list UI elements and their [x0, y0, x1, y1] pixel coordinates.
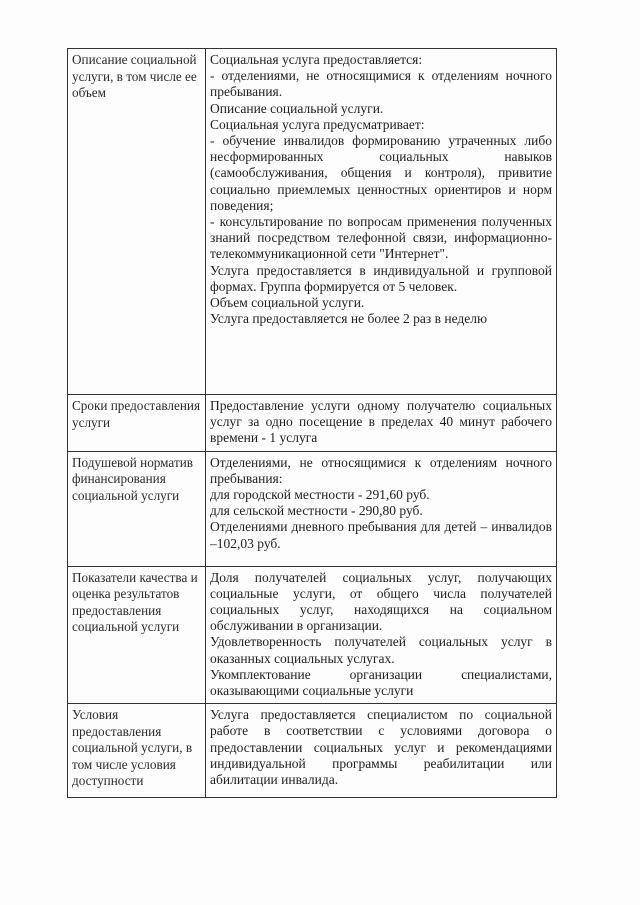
row-content-conditions	[206, 704, 557, 798]
table-row	[68, 566, 557, 704]
content-line: Описание социальной услуги.	[210, 100, 384, 116]
row-content-quality	[206, 566, 557, 704]
row-label-conditions: Условия предоставления социальной услуги, в том числе условия доступности	[68, 704, 206, 798]
content-line: Социальная услуга предусматривает:	[210, 116, 425, 132]
content-line: Отделениями, не относящимися к отделениям ночного пребывания:	[210, 454, 552, 486]
row-content-description	[206, 49, 557, 395]
table-row	[68, 395, 557, 452]
row-content-terms	[206, 395, 557, 452]
content-line: для сельской местности - 290,80 руб.	[210, 503, 423, 519]
content-line: Услуга предоставляется в индивидуальной и групповой формах. Группа формируется от 5 человек.	[210, 262, 552, 294]
content-line: Удовлетворенность получателей социальных услуг в оказанных социальных услугах.	[210, 634, 552, 666]
row-label-quality: Показатели качества и оценка результатов предоставления социальной услуги	[68, 566, 206, 704]
row-label-terms: Сроки предоставления услуги	[68, 395, 206, 452]
content-line: Услуга предоставляется специалистом по социальной работе в соответствии с условиями договора о предоставлении социальных услуг и рекомендациями индивидуальной программы реабилитации или абилитации инвалида.	[210, 707, 552, 788]
content-line: Предоставление услуги одному получателю социальных услуг за одно посещение в пределах 40 минут рабочего времени - 1 услуга	[210, 398, 552, 446]
row-label-financing: Подушевой норматив финансирования социальной услуги	[68, 451, 206, 566]
table-row	[68, 451, 557, 566]
content-line: Услуга предоставляется не более 2 раз в неделю	[210, 311, 488, 327]
service-description-table	[67, 48, 557, 798]
row-content-financing	[206, 451, 557, 566]
content-line: Социальная услуга предоставляется:	[210, 52, 423, 67]
content-line: для городской местности - 291,60 руб.	[210, 487, 430, 503]
content-line: Отделениями дневного пребывания для детей – инвалидов –102,03 руб.	[210, 519, 552, 551]
content-line: Доля получателей социальных услуг, получающих социальные услуги, от общего числа получателей социальных услуг, находящихся на социальном обслуживании в организации.	[210, 569, 552, 634]
content-line: - консультирование по вопросам применения полученных знаний посредством телефонной связи, информационно-телекоммуникационной сети "Интернет".	[210, 214, 552, 262]
table-row	[68, 704, 557, 798]
content-line: Объем социальной услуги.	[210, 295, 365, 311]
content-line: Укомплектование организации специалистами, оказывающими социальные услуги	[210, 666, 552, 699]
content-line: - отделениями, не относящимися к отделениям ночного пребывания.	[210, 68, 552, 100]
table-row	[68, 49, 557, 395]
content-line: - обучение инвалидов формированию утраченных либо несформированных социальных навыков (самообслуживания, общения и контроля), привитие социально приемлемых ценностных ориентиров и норм поведения;	[210, 133, 552, 213]
row-label-description: Описание социальной услуги, в том числе ее объем	[68, 49, 206, 395]
